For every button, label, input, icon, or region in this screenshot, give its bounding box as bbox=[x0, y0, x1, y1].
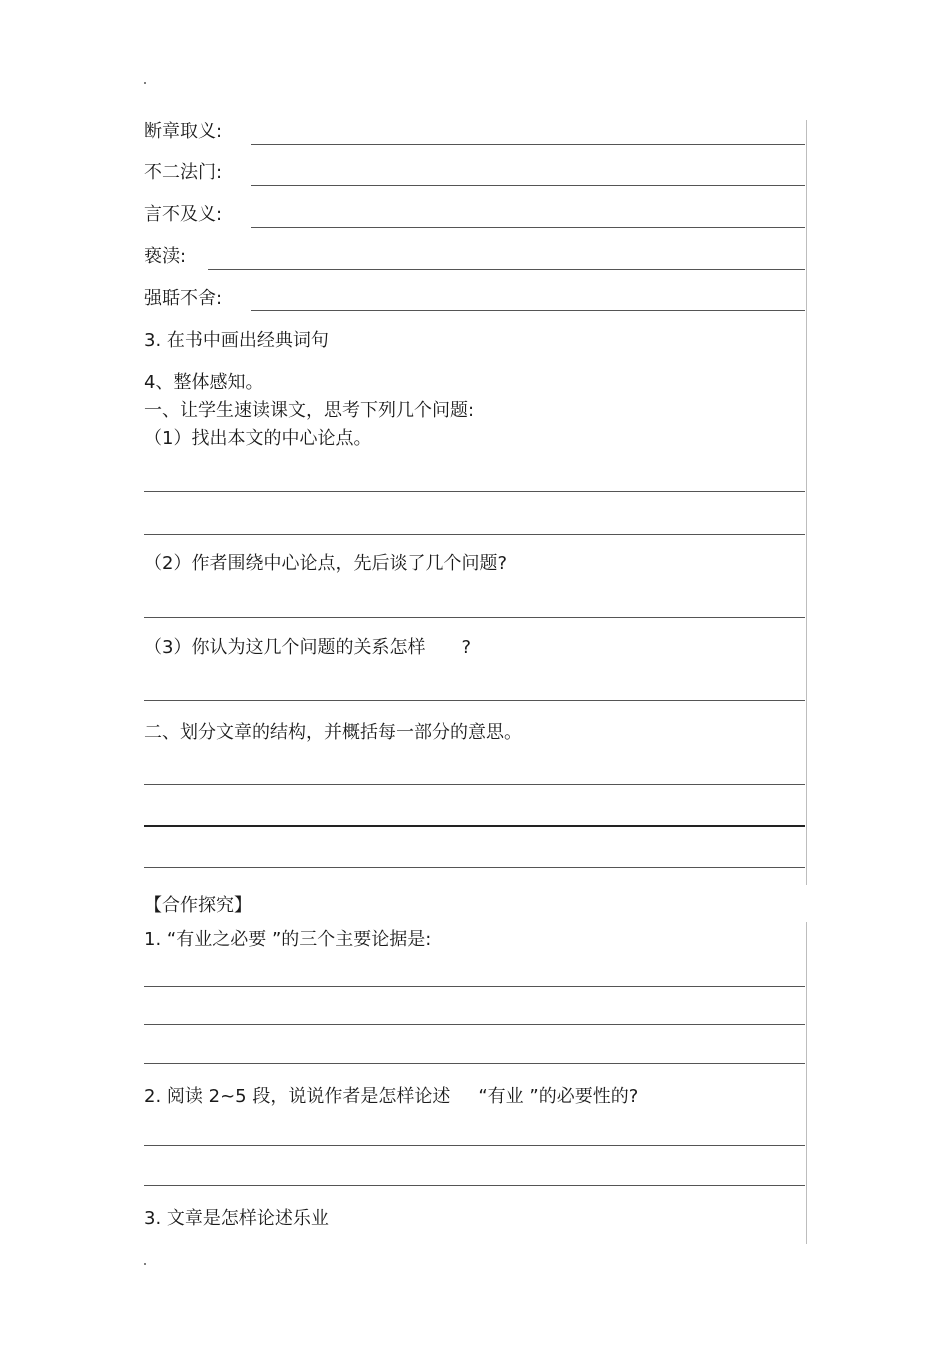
structure-answer-line-3[interactable] bbox=[144, 867, 805, 868]
vocab-answer-line-4[interactable] bbox=[208, 269, 805, 270]
cooperation-question-3: 3. 文章是怎样论述乐业 bbox=[144, 1208, 329, 1229]
part1-question-3 bbox=[144, 636, 471, 660]
vocab-answer-line-3[interactable] bbox=[251, 227, 805, 228]
vocab-term-1: 断章取义: bbox=[144, 121, 223, 142]
coop-q2-answer-line-2[interactable] bbox=[144, 1185, 805, 1186]
vocab-term-3: 言不及义: bbox=[144, 204, 223, 225]
vocab-answer-line-1[interactable] bbox=[251, 144, 805, 145]
vocab-answer-line-2[interactable] bbox=[251, 185, 805, 186]
section3-label: 3. 在书中画出经典词句 bbox=[144, 330, 329, 351]
part1-question-3-mark: ? bbox=[461, 637, 472, 658]
right-border-top bbox=[806, 120, 807, 885]
coop-q1-answer-line-3[interactable] bbox=[144, 1063, 805, 1064]
q2-answer-line[interactable] bbox=[144, 617, 805, 618]
vocab-term-4: 亵渎: bbox=[144, 246, 187, 267]
part1-question-1: （1）找出本文的中心论点。 bbox=[144, 428, 372, 449]
q3-answer-line[interactable] bbox=[144, 700, 805, 701]
vocab-term-2: 不二法门: bbox=[144, 162, 223, 183]
coop-q1-answer-line-1[interactable] bbox=[144, 986, 805, 987]
q1-answer-line-2[interactable] bbox=[144, 534, 805, 535]
q1-answer-line-1[interactable] bbox=[144, 491, 805, 492]
part1-question-3-text: （3）你认为这几个问题的关系怎样 bbox=[144, 637, 426, 658]
right-border-bottom bbox=[806, 922, 807, 1244]
part1-question-2: （2）作者围绕中心论点，先后谈了几个问题? bbox=[144, 553, 508, 574]
coop-q1-answer-line-2[interactable] bbox=[144, 1024, 805, 1025]
cooperation-heading: 【合作探究】 bbox=[144, 895, 252, 916]
bottom-dot bbox=[144, 1263, 146, 1265]
structure-answer-line-2[interactable] bbox=[144, 825, 805, 827]
section4-label: 4、整体感知。 bbox=[144, 372, 264, 393]
cooperation-question-1: 1. “有业之必要 ”的三个主要论据是: bbox=[144, 929, 432, 950]
part2-intro: 二、划分文章的结构，并概括每一部分的意思。 bbox=[144, 722, 522, 743]
cooperation-question-2-suffix: “有业 ”的必要性的? bbox=[478, 1086, 639, 1107]
vocab-term-5: 强聒不舍: bbox=[144, 288, 223, 309]
structure-answer-line-1[interactable] bbox=[144, 784, 805, 785]
vocab-answer-line-5[interactable] bbox=[251, 310, 805, 311]
coop-q2-answer-line-1[interactable] bbox=[144, 1145, 805, 1146]
part1-intro: 一、让学生速读课文，思考下列几个问题: bbox=[144, 400, 475, 421]
cooperation-question-2-prefix: 2. 阅读 2~5 段，说说作者是怎样论述 bbox=[144, 1086, 451, 1107]
top-dot bbox=[144, 82, 146, 84]
cooperation-question-2 bbox=[144, 1085, 638, 1109]
